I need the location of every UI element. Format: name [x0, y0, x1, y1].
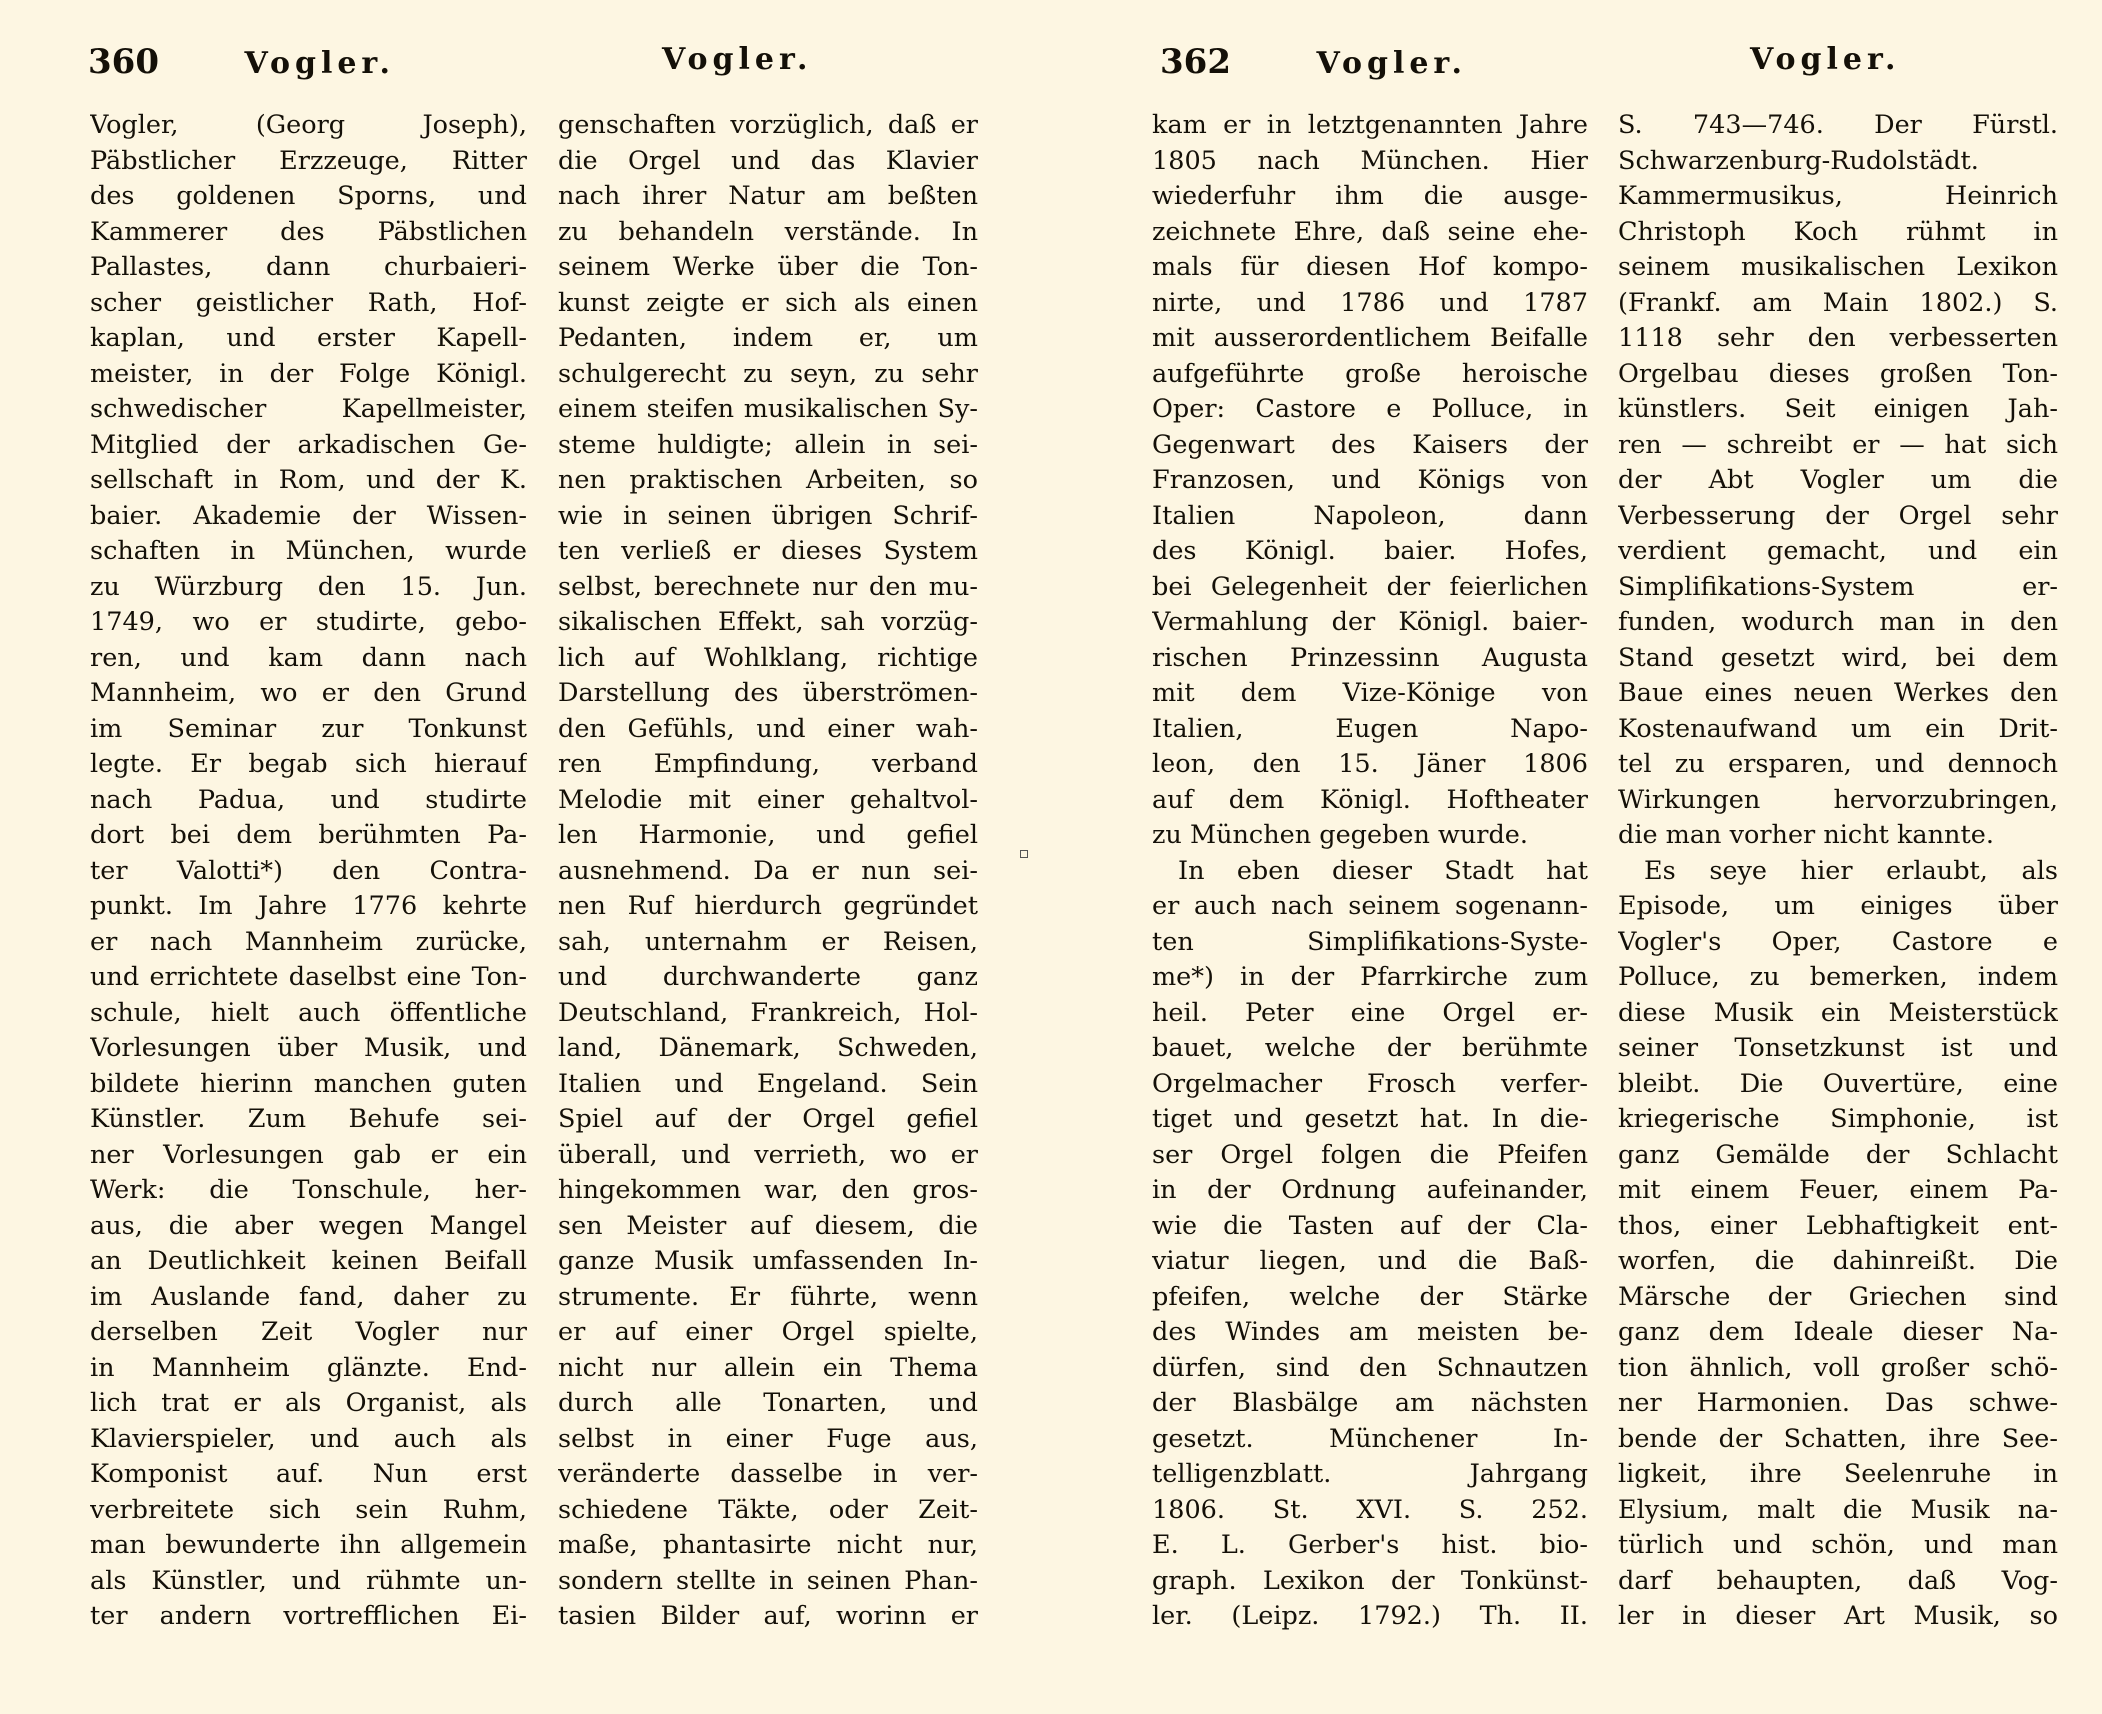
text-line: Deutschland, Frankreich, Hol-: [558, 997, 978, 1028]
text-line: sah, unternahm er Reisen,: [558, 926, 978, 957]
text-line: tel zu ersparen, und dennoch: [1618, 749, 2058, 779]
text-line: durch alle Tonarten, und: [558, 1388, 978, 1418]
text-line: ren — schreibt er — hat sich: [1618, 429, 2058, 460]
text-line: Stand gesetzt wird, bei dem: [1618, 642, 2058, 673]
text-line: schulgerecht zu seyn, zu sehr: [558, 358, 978, 389]
text-line: Mannheim, wo er den Grund: [90, 678, 527, 708]
text-line: sellschaft in Rom, und der K.: [90, 465, 527, 495]
text-line: Italien und Engeland. Sein: [558, 1068, 978, 1099]
text-line: zu behandeln verstände. In: [558, 216, 978, 247]
text-line: ner Vorlesungen gab er ein: [90, 1139, 527, 1170]
text-line: einem steifen musikalischen Sy-: [558, 394, 978, 424]
text-line: Franzosen, und Königs von: [1152, 465, 1588, 495]
text-line: er auch nach seinem sogenann-: [1152, 891, 1588, 921]
text-line: ganz Gemälde der Schlacht: [1618, 1139, 2058, 1170]
text-line: Spiel auf der Orgel gefiel: [558, 1104, 978, 1134]
text-line: Vermahlung der Königl. baier-: [1152, 607, 1588, 637]
text-line: ten verließ er dieses System: [558, 536, 978, 566]
text-line: 1118 sehr den verbesserten: [1618, 323, 2058, 353]
text-line: an Deutlichkeit keinen Beifall: [90, 1246, 527, 1276]
text-line: überall, und verrieth, wo er: [558, 1139, 978, 1170]
text-line: genschaften vorzüglich, daß er: [558, 110, 978, 140]
running-head-right-2: Vogler.: [1750, 42, 1901, 77]
text-line: im Auslande fand, daher zu: [90, 1281, 527, 1312]
gutter-mark: [1020, 850, 1028, 858]
text-line: ter Valotti*) den Contra-: [90, 855, 527, 886]
text-line: bauet, welche der berühmte: [1152, 1033, 1588, 1063]
text-line: Episode, um einiges über: [1618, 891, 2058, 921]
text-line: Wirkungen hervorzubringen,: [1618, 784, 2058, 815]
text-line: und errichtete daselbst eine Ton-: [90, 962, 527, 992]
text-line: schiedene Täkte, oder Zeit-: [558, 1494, 978, 1525]
text-line: 1805 nach München. Hier: [1152, 145, 1588, 176]
text-line: Oper: Castore e Polluce, in: [1152, 394, 1588, 424]
text-line: ganz dem Ideale dieser Na-: [1618, 1317, 2058, 1347]
text-line: sen Meister auf diesem, die: [558, 1210, 978, 1241]
text-line: Orgelmacher Frosch verfer-: [1152, 1068, 1588, 1099]
text-line: E. L. Gerber's hist. bio-: [1152, 1530, 1588, 1560]
text-line: Kammermusikus, Heinrich: [1618, 181, 2058, 211]
text-line: lich auf Wohlklang, richtige: [558, 642, 978, 673]
text-line: mit einem Feuer, einem Pa-: [1618, 1175, 2058, 1205]
text-line: auf dem Königl. Hoftheater: [1152, 784, 1588, 815]
running-head-right-1: Vogler.: [1316, 46, 1467, 81]
text-line: lich trat er als Organist, als: [90, 1388, 527, 1418]
text-line: pfeifen, welche der Stärke: [1152, 1281, 1588, 1312]
text-line: seiner Tonsetzkunst ist und: [1618, 1033, 2058, 1063]
text-line: ler. (Leipz. 1792.) Th. II.: [1152, 1601, 1588, 1631]
text-line: Gegenwart des Kaisers der: [1152, 429, 1588, 460]
text-line: schwedischer Kapellmeister,: [90, 394, 527, 424]
text-line: die man vorher nicht kannte.: [1618, 820, 1994, 850]
text-line: man bewunderte ihn allgemein: [90, 1530, 527, 1560]
text-line: kaplan, und erster Kapell-: [90, 323, 527, 353]
text-line: Polluce, zu bemerken, indem: [1618, 962, 2058, 992]
text-line: len Harmonie, und gefiel: [558, 820, 978, 850]
text-line: ganze Musik umfassenden In-: [558, 1246, 978, 1276]
text-line: derselben Zeit Vogler nur: [90, 1317, 527, 1347]
text-line: land, Dänemark, Schweden,: [558, 1033, 978, 1063]
text-line: telligenzblatt. Jahrgang: [1152, 1459, 1588, 1489]
text-line: graph. Lexikon der Tonkünst-: [1152, 1565, 1588, 1596]
text-line: (Frankf. am Main 1802.) S.: [1618, 287, 2058, 318]
text-line: Orgelbau dieses großen Ton-: [1618, 358, 2058, 389]
text-line: kunst zeigte er sich als einen: [558, 287, 978, 318]
text-line: scher geistlicher Rath, Hof-: [90, 287, 527, 318]
text-line: gesetzt. Münchener In-: [1152, 1423, 1588, 1454]
text-line: bleibt. Die Ouvertüre, eine: [1618, 1068, 2058, 1099]
text-line: ner Harmonien. Das schwe-: [1618, 1388, 2058, 1418]
text-line: den Gefühls, und einer wah-: [558, 713, 978, 744]
page-number-right: 362: [1160, 42, 1231, 82]
text-line: nach Padua, und studirte: [90, 784, 527, 815]
running-head-left-1: Vogler.: [244, 46, 395, 81]
left-page-header: [88, 42, 395, 82]
text-line: tion ähnlich, voll großer schö-: [1618, 1352, 2058, 1383]
text-line: selbst, berechnete nur den mu-: [558, 571, 978, 602]
text-line: Baue eines neuen Werkes den: [1618, 678, 2058, 708]
text-line: heil. Peter eine Orgel er-: [1152, 997, 1588, 1028]
text-line: mit ausserordentlichem Beifalle: [1152, 323, 1588, 353]
text-line: nicht nur allein ein Thema: [558, 1352, 978, 1383]
text-line: Komponist auf. Nun erst: [90, 1459, 527, 1489]
text-line: Kostenaufwand um ein Drit-: [1618, 713, 2058, 744]
text-line: 1806. St. XVI. S. 252.: [1152, 1494, 1588, 1525]
text-line: ter andern vortrefflichen Ei-: [90, 1601, 527, 1631]
text-line: funden, wodurch man in den: [1618, 607, 2058, 637]
text-line: der Blasbälge am nächsten: [1152, 1388, 1588, 1418]
text-line: Elysium, malt die Musik na-: [1618, 1494, 2058, 1525]
text-line: die Orgel und das Klavier: [558, 145, 978, 176]
text-line: darf behaupten, daß Vog-: [1618, 1565, 2058, 1596]
text-line: Verbesserung der Orgel sehr: [1618, 500, 2058, 531]
text-line: schule, hielt auch öffentliche: [90, 997, 527, 1028]
text-line: tiget und gesetzt hat. In die-: [1152, 1104, 1588, 1134]
text-line: kriegerische Simphonie, ist: [1618, 1104, 2058, 1134]
text-line: Künstler. Zum Behufe sei-: [90, 1104, 527, 1134]
text-line: viatur liegen, und die Baß-: [1152, 1246, 1588, 1276]
left-page: [0, 0, 1040, 1714]
text-line: legte. Er begab sich hierauf: [90, 749, 527, 779]
text-line: tasien Bilder auf, worinn er: [558, 1601, 978, 1631]
text-line: selbst in einer Fuge aus,: [558, 1423, 978, 1454]
text-line: thos, einer Lebhaftigkeit ent-: [1618, 1210, 2058, 1241]
text-line: ren, und kam dann nach: [90, 642, 527, 673]
text-line: zeichnete Ehre, daß seine ehe-: [1152, 216, 1588, 247]
text-line: Märsche der Griechen sind: [1618, 1281, 2058, 1312]
text-line: wie in seinen übrigen Schrif-: [558, 500, 978, 531]
text-line: seinem Werke über die Ton-: [558, 252, 978, 282]
text-line: kam er in letztgenannten Jahre: [1152, 110, 1588, 140]
text-line: Italien Napoleon, dann: [1152, 500, 1588, 531]
text-line: Kammerer des Päbstlichen: [90, 216, 527, 247]
text-line: Vogler, (Georg Joseph),: [90, 110, 527, 140]
text-line: bende der Schatten, ihre See-: [1618, 1423, 2058, 1454]
text-line: S. 743—746. Der Fürstl.: [1618, 110, 2058, 140]
left-page-column-1: [90, 108, 527, 1635]
text-line: Mitglied der arkadischen Ge-: [90, 429, 527, 460]
text-line: bei Gelegenheit der feierlichen: [1152, 571, 1588, 602]
text-line: sondern stellte in seinen Phan-: [558, 1565, 978, 1596]
text-line: aufgeführte große heroische: [1152, 358, 1588, 389]
text-line: wie die Tasten auf der Cla-: [1152, 1210, 1588, 1241]
text-line: aus, die aber wegen Mangel: [90, 1210, 527, 1241]
text-line: Klavierspieler, und auch als: [90, 1423, 527, 1454]
text-line: Werk: die Tonschule, her-: [90, 1175, 527, 1205]
text-line: und durchwanderte ganz: [558, 962, 978, 992]
text-line: worfen, die dahinreißt. Die: [1618, 1246, 2058, 1276]
text-line: Christoph Koch rühmt in: [1618, 216, 2058, 247]
text-line: schaften in München, wurde: [90, 536, 527, 566]
running-head-left-2: Vogler.: [662, 42, 813, 77]
right-page-column-1: [1152, 108, 1588, 1635]
text-line: meister, in der Folge Königl.: [90, 358, 527, 389]
text-line: Päbstlicher Erzzeuge, Ritter: [90, 145, 527, 176]
text-line: der Abt Vogler um die: [1618, 465, 2058, 495]
right-page: [1110, 0, 2102, 1714]
text-line: ser Orgel folgen die Pfeifen: [1152, 1139, 1588, 1170]
text-line: nirte, und 1786 und 1787: [1152, 287, 1588, 318]
text-line: Italien, Eugen Napo-: [1152, 713, 1588, 744]
text-line: er nach Mannheim zurücke,: [90, 926, 527, 957]
text-line: steme huldigte; allein in sei-: [558, 429, 978, 460]
text-line: strumente. Er führte, wenn: [558, 1281, 978, 1312]
text-line: nen praktischen Arbeiten, so: [558, 465, 978, 495]
right-page-header: [1160, 42, 1467, 82]
right-page-column-2: [1618, 108, 2058, 1635]
text-line: Vorlesungen über Musik, und: [90, 1033, 527, 1063]
text-line: nen Ruf hierdurch gegründet: [558, 891, 978, 921]
text-line: dürfen, sind den Schnautzen: [1152, 1352, 1588, 1383]
text-line: leon, den 15. Jäner 1806: [1152, 749, 1588, 779]
text-line: des Königl. baier. Hofes,: [1152, 536, 1588, 566]
text-line: maße, phantasirte nicht nur,: [558, 1530, 978, 1560]
text-line: in Mannheim glänzte. End-: [90, 1352, 527, 1383]
text-line: Vogler's Oper, Castore e: [1618, 926, 2058, 957]
text-line: bildete hierinn manchen guten: [90, 1068, 527, 1099]
text-line: Melodie mit einer gehaltvol-: [558, 784, 978, 815]
text-line: in der Ordnung aufeinander,: [1152, 1175, 1588, 1205]
text-line: ausnehmend. Da er nun sei-: [558, 855, 978, 886]
text-line: er auf einer Orgel spielte,: [558, 1317, 978, 1347]
text-line: mit dem Vize-Könige von: [1152, 678, 1588, 708]
text-line: Simplifikations-System er-: [1618, 571, 2058, 602]
text-line: Es seye hier erlaubt, als: [1644, 855, 2058, 886]
text-line: ren Empfindung, verband: [558, 749, 978, 779]
text-line: türlich und schön, und man: [1618, 1530, 2058, 1560]
text-line: Darstellung des überströmen-: [558, 678, 978, 708]
text-line: baier. Akademie der Wissen-: [90, 500, 527, 531]
text-line: punkt. Im Jahre 1776 kehrte: [90, 891, 527, 921]
text-line: diese Musik ein Meisterstück: [1618, 997, 2058, 1028]
text-line: In eben dieser Stadt hat: [1178, 855, 1588, 886]
text-line: Pallastes, dann churbaieri-: [90, 252, 527, 282]
text-line: seinem musikalischen Lexikon: [1618, 252, 2058, 282]
text-line: me*) in der Pfarrkirche zum: [1152, 962, 1588, 992]
text-line: Pedanten, indem er, um: [558, 323, 978, 353]
text-line: verbreitete sich sein Ruhm,: [90, 1494, 527, 1525]
page-number-left: 360: [88, 42, 159, 82]
text-line: künstlers. Seit einigen Jah-: [1618, 394, 2058, 424]
text-line: verdient gemacht, und ein: [1618, 536, 2058, 566]
left-page-column-2: [558, 108, 978, 1635]
text-line: hingekommen war, den gros-: [558, 1175, 978, 1205]
text-line: veränderte dasselbe in ver-: [558, 1459, 978, 1489]
text-line: ler in dieser Art Musik, so: [1618, 1601, 2058, 1631]
text-line: ligkeit, ihre Seelenruhe in: [1618, 1459, 2058, 1489]
text-line: des Windes am meisten be-: [1152, 1317, 1588, 1347]
text-line: nach ihrer Natur am beßten: [558, 181, 978, 211]
text-line: zu München gegeben wurde.: [1152, 820, 1528, 850]
text-line: rischen Prinzessinn Augusta: [1152, 642, 1588, 673]
text-line: ten Simplifikations-Syste-: [1152, 926, 1588, 957]
text-line: 1749, wo er studirte, gebo-: [90, 607, 527, 637]
text-line: im Seminar zur Tonkunst: [90, 713, 527, 744]
text-line: zu Würzburg den 15. Jun.: [90, 571, 527, 602]
text-line: Schwarzenburg-Rudolstädt.: [1618, 145, 1979, 176]
text-line: wiederfuhr ihm die ausge-: [1152, 181, 1588, 211]
text-line: dort bei dem berühmten Pa-: [90, 820, 527, 850]
text-line: des goldenen Sporns, und: [90, 181, 527, 211]
text-line: sikalischen Effekt, sah vorzüg-: [558, 607, 978, 637]
text-line: als Künstler, und rühmte un-: [90, 1565, 527, 1596]
text-line: mals für diesen Hof kompo-: [1152, 252, 1588, 282]
